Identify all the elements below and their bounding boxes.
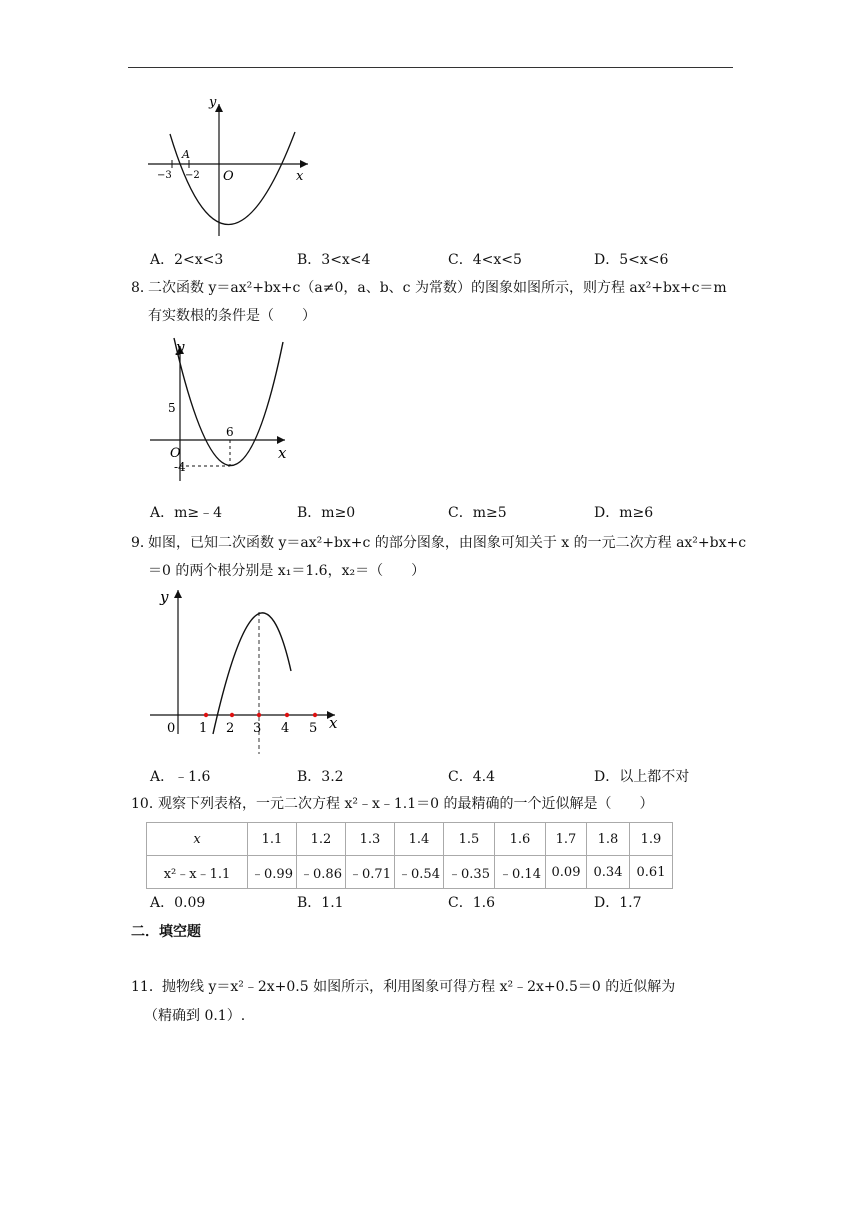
- table-cell: 1.1: [248, 823, 297, 856]
- table-cell: 1.6: [495, 823, 546, 856]
- table-cell: 1.7: [546, 823, 587, 856]
- table-cell: ﹣0.14: [495, 856, 546, 889]
- q10-stem: 观察下列表格，一元二次方程 x²﹣x﹣1.1＝0 的最精确的一个近似解是（ ）: [158, 796, 654, 812]
- table-cell: 1.5: [444, 823, 495, 856]
- q8-tick-5: 5: [168, 401, 176, 415]
- table-row-fx: [147, 856, 673, 889]
- q10-option-a[interactable]: A．0.09: [150, 895, 206, 911]
- q7-tick-neg3: −3: [157, 170, 172, 181]
- q9-origin: 0: [167, 721, 176, 736]
- q8-stem-line1: 二次函数 y＝ax²+bx+c（a≠0，a、b、c 为常数）的图象如图所示，则方程 ax²+bx+c＝m: [148, 280, 727, 296]
- q8-tick-neg4: -4: [174, 460, 186, 474]
- table-cell: 0.09: [546, 856, 587, 889]
- table-cell: ﹣0.99: [248, 856, 297, 889]
- q7-x-label: x: [296, 169, 304, 184]
- q9-parabola: [213, 613, 291, 734]
- table-header-fx: x²﹣x﹣1.1: [147, 856, 248, 889]
- table-cell: ﹣0.71: [346, 856, 395, 889]
- q9-option-d[interactable]: D．以上都不对: [594, 769, 690, 785]
- q11-stem-line1: 抛物线 y＝x²﹣2x+0.5 如图所示，利用图象可得方程 x²﹣2x+0.5＝0 的近似解为: [162, 979, 676, 995]
- q7-option-d[interactable]: D．5<x<6: [594, 252, 669, 268]
- table-cell: ﹣0.86: [297, 856, 346, 889]
- q8-x-label: x: [278, 444, 287, 462]
- section-heading-fill-in: 二．填空题: [131, 924, 201, 940]
- q8-option-c[interactable]: C．m≥5: [448, 505, 507, 521]
- q8-tick-6: 6: [226, 425, 234, 439]
- q10-option-c[interactable]: C．1.6: [448, 895, 495, 911]
- q8-number: 8．: [131, 280, 154, 296]
- q7-point-a: A: [182, 148, 190, 161]
- table-cell: ﹣0.35: [444, 856, 495, 889]
- q7-option-b[interactable]: B．3<x<4: [297, 252, 371, 268]
- q9-tick-1: 1: [199, 721, 208, 736]
- table-cell: 0.61: [630, 856, 673, 889]
- q9-point-4: [285, 713, 289, 717]
- q7-parabola-graph: [140, 94, 320, 244]
- q9-tick-2: 2: [226, 721, 235, 736]
- q9-point-3: [257, 713, 261, 717]
- table-cell: 1.4: [395, 823, 444, 856]
- q9-x-label: x: [329, 714, 338, 732]
- table-header-x: x: [147, 823, 248, 856]
- q10-number: 10．: [131, 796, 163, 812]
- q9-parabola-graph: [140, 584, 350, 759]
- q7-origin: O: [223, 169, 234, 184]
- q9-stem-line1: 如图，已知二次函数 y＝ax²+bx+c 的部分图象，由图象可知关于 x 的一元二次方程 ax²+bx+c: [148, 535, 747, 551]
- q8-parabola: [174, 338, 283, 466]
- q9-stem-line2: ＝0 的两个根分别是 x₁＝1.6，x₂＝（ ）: [148, 563, 426, 579]
- q9-tick-3: 3: [253, 721, 262, 736]
- q9-point-5: [313, 713, 317, 717]
- q7-tick-neg2: −2: [185, 170, 200, 181]
- q11-stem-line2: （精确到 0.1）.: [144, 1008, 246, 1024]
- q9-point-2: [230, 713, 234, 717]
- q9-tick-5: 5: [309, 721, 318, 736]
- q7-y-label: y: [209, 95, 217, 110]
- q11-number: 11．: [131, 979, 163, 995]
- q8-option-d[interactable]: D．m≥6: [594, 505, 654, 521]
- table-cell: 1.2: [297, 823, 346, 856]
- q10-option-b[interactable]: B．1.1: [297, 895, 344, 911]
- q9-y-label: y: [160, 588, 169, 606]
- q9-number: 9．: [131, 535, 154, 551]
- q8-y-label: y: [176, 338, 185, 356]
- q7-option-c[interactable]: C．4<x<5: [448, 252, 522, 268]
- q10-value-table: [146, 822, 673, 889]
- table-cell: 1.9: [630, 823, 673, 856]
- q9-point-1: [204, 713, 208, 717]
- table-cell: 1.3: [346, 823, 395, 856]
- table-cell: 0.34: [587, 856, 630, 889]
- q8-parabola-graph: [140, 336, 300, 486]
- q9-tick-4: 4: [281, 721, 290, 736]
- q10-option-d[interactable]: D．1.7: [594, 895, 642, 911]
- q8-option-b[interactable]: B．m≥0: [297, 505, 356, 521]
- q8-stem-line2: 有实数根的条件是（ ）: [148, 308, 316, 324]
- q8-origin: O: [170, 446, 181, 461]
- header-rule: [128, 67, 733, 68]
- q9-option-c[interactable]: C．4.4: [448, 769, 495, 785]
- q7-option-a[interactable]: A．2<x<3: [150, 252, 224, 268]
- q8-option-a[interactable]: A．m≥﹣4: [150, 505, 223, 521]
- q9-option-b[interactable]: B．3.2: [297, 769, 344, 785]
- table-cell: ﹣0.54: [395, 856, 444, 889]
- q9-option-a[interactable]: A．﹣1.6: [150, 769, 211, 785]
- table-row-x: [147, 823, 673, 856]
- table-cell: 1.8: [587, 823, 630, 856]
